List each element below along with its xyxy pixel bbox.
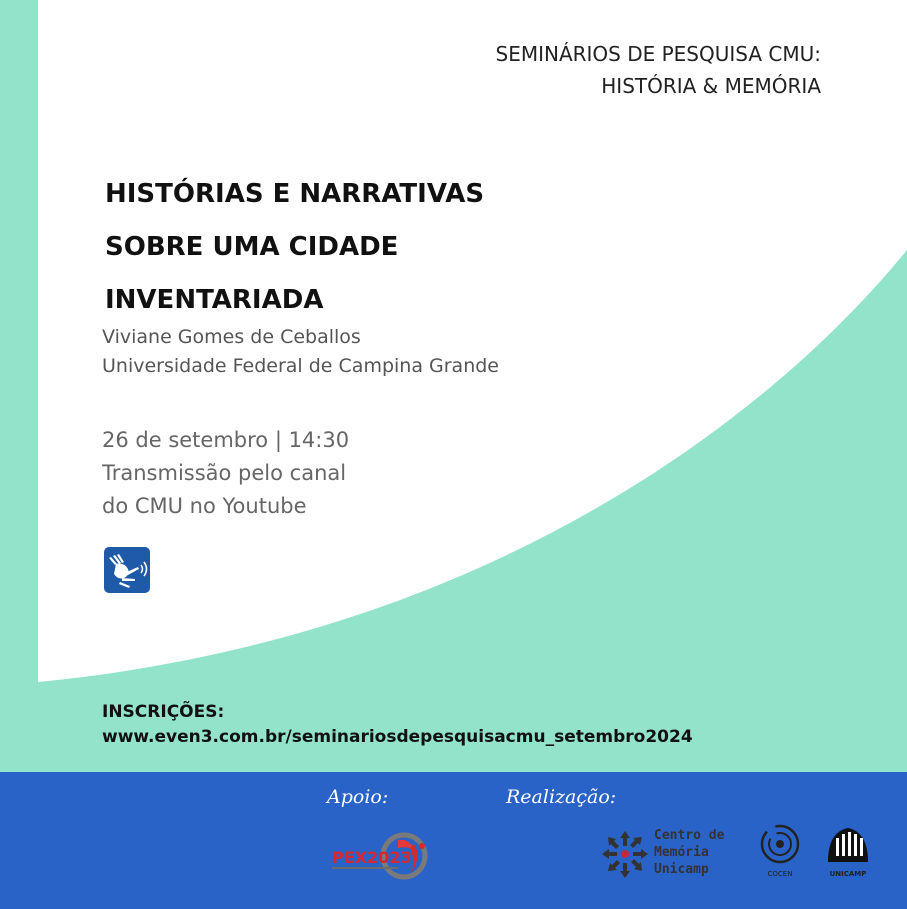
cmu-logo-text — [654, 827, 724, 878]
cmu-line-1: Centro de — [654, 828, 725, 843]
cocen-logo — [758, 822, 802, 882]
unicamp-logo — [822, 822, 874, 882]
support-label: Apoio: — [327, 786, 389, 808]
event-title — [105, 168, 484, 327]
schedule-block — [102, 424, 349, 523]
broadcast-line-2: do CMU no Youtube — [102, 494, 307, 518]
series-title — [496, 38, 822, 102]
cmu-line-2: Memória — [654, 845, 709, 860]
speaker-block — [102, 323, 499, 381]
broadcast-line-1: Transmissão pelo canal — [102, 461, 347, 485]
registration-label: INSCRIÇÕES: — [102, 702, 225, 722]
cocen-emblem-icon — [758, 822, 802, 870]
pex-2023-logo — [330, 830, 440, 884]
cmu-line-3: Unicamp — [654, 862, 709, 877]
speaker-institution: Universidade Federal de Campina Grande — [102, 355, 499, 377]
cmu-logo — [598, 827, 743, 882]
libras-sign-language-icon — [104, 547, 150, 593]
footer-bar — [0, 772, 907, 909]
realization-label: Realização: — [506, 786, 617, 808]
event-title-line-1: HISTÓRIAS E NARRATIVAS — [105, 179, 485, 209]
series-line-2: HISTÓRIA & MEMÓRIA — [601, 74, 821, 98]
unicamp-label: UNICAMP — [829, 870, 867, 878]
pex-logo-text: PEX2023 — [332, 848, 412, 867]
registration-url[interactable]: www.even3.com.br/seminariosdepesquisacmu_setembro2024 — [102, 727, 693, 747]
event-title-line-3: INVENTARIADA — [105, 285, 324, 315]
event-datetime: 26 de setembro | 14:30 — [102, 428, 350, 452]
speaker-name: Viviane Gomes de Ceballos — [102, 326, 361, 348]
event-title-line-2: SOBRE UMA CIDADE — [105, 232, 399, 262]
cocen-label: COCEN — [767, 870, 793, 878]
series-line-1: SEMINÁRIOS DE PESQUISA CMU: — [495, 42, 821, 66]
unicamp-emblem-icon — [822, 822, 874, 870]
cmu-emblem-icon — [598, 827, 652, 882]
